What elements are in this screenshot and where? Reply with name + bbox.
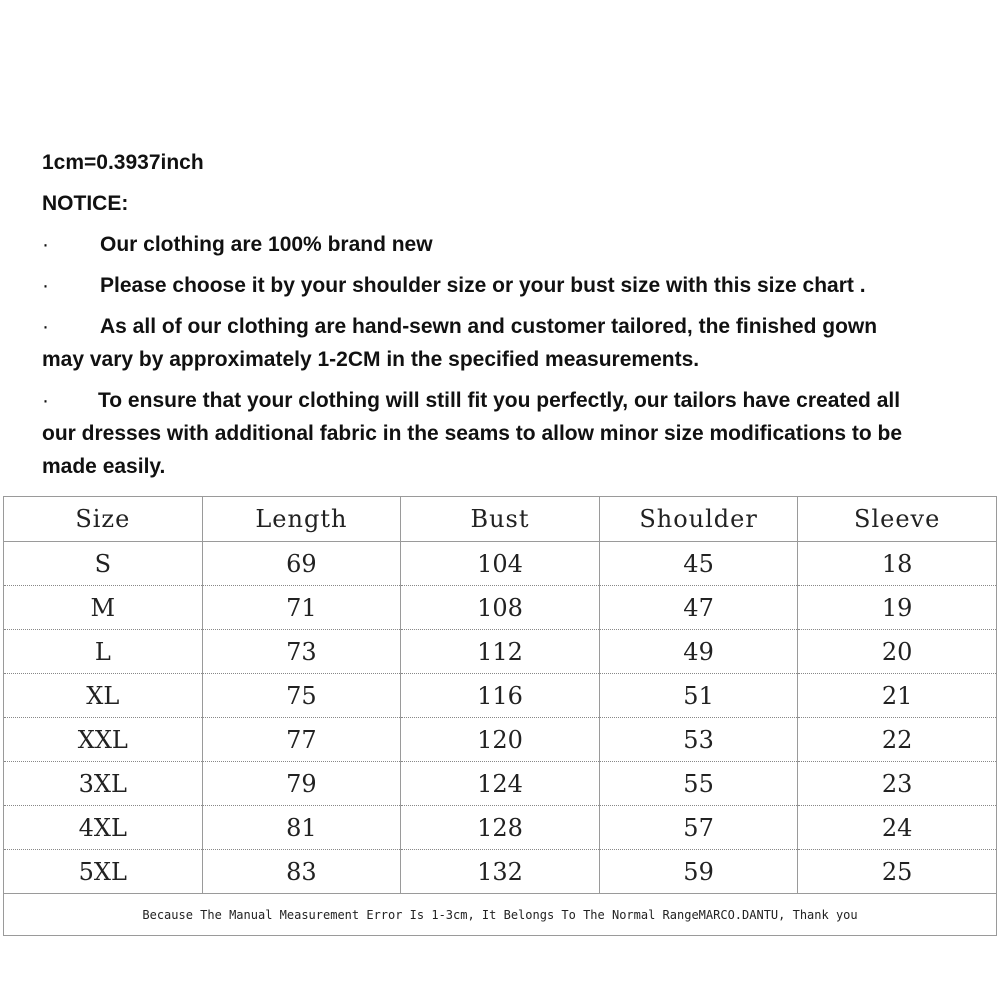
notice-text: Please choose it by your shoulder size or your bust size with this size chart . (100, 274, 866, 297)
notice-text: To ensure that your clothing will still fit you perfectly, our tailors have created all (98, 389, 901, 412)
notice-item (42, 228, 952, 261)
cell-shoulder: 57 (599, 806, 798, 850)
cell-length: 71 (202, 586, 401, 630)
cell-size: 5XL (4, 850, 203, 894)
bullet-icon: · (42, 389, 49, 412)
notice-text: Our clothing are 100% brand new (100, 233, 433, 256)
cell-shoulder: 55 (599, 762, 798, 806)
cell-size: XL (4, 674, 203, 718)
table-header-row (4, 497, 997, 542)
column-header-length: Length (202, 497, 401, 542)
cell-bust: 124 (401, 762, 600, 806)
notice-text: As all of our clothing are hand-sewn and customer tailored, the finished gown (100, 315, 878, 338)
bullet-icon: · (42, 233, 49, 256)
cell-bust: 116 (401, 674, 600, 718)
cell-sleeve: 25 (798, 850, 997, 894)
table-row (4, 762, 997, 806)
cell-shoulder: 53 (599, 718, 798, 762)
cell-bust: 132 (401, 850, 600, 894)
cell-length: 79 (202, 762, 401, 806)
cell-size: 4XL (4, 806, 203, 850)
cell-sleeve: 20 (798, 630, 997, 674)
cell-bust: 104 (401, 542, 600, 586)
cell-length: 77 (202, 718, 401, 762)
cell-size: XXL (4, 718, 203, 762)
notice-item (42, 269, 952, 302)
cell-length: 83 (202, 850, 401, 894)
cell-sleeve: 22 (798, 718, 997, 762)
table-row (4, 542, 997, 586)
notice-item (42, 384, 952, 483)
notice-text-continuation: may vary by approximately 1-2CM in the specified measurements. (42, 348, 700, 371)
cell-length: 73 (202, 630, 401, 674)
cell-bust: 112 (401, 630, 600, 674)
bullet-icon: · (42, 315, 49, 338)
cell-bust: 120 (401, 718, 600, 762)
table-body (4, 542, 997, 894)
table-row (4, 586, 997, 630)
cell-size: L (4, 630, 203, 674)
cell-bust: 128 (401, 806, 600, 850)
cell-size: S (4, 542, 203, 586)
table-row (4, 674, 997, 718)
cell-sleeve: 19 (798, 586, 997, 630)
bullet-icon: · (42, 274, 49, 297)
notice-section (42, 146, 952, 491)
table-row (4, 850, 997, 894)
column-header-sleeve: Sleeve (798, 497, 997, 542)
unit-conversion: 1cm=0.3937inch (42, 151, 204, 174)
table-footer-row (4, 894, 997, 936)
cell-bust: 108 (401, 586, 600, 630)
cell-size: M (4, 586, 203, 630)
column-header-bust: Bust (401, 497, 600, 542)
cell-length: 81 (202, 806, 401, 850)
cell-sleeve: 21 (798, 674, 997, 718)
cell-shoulder: 59 (599, 850, 798, 894)
cell-shoulder: 49 (599, 630, 798, 674)
cell-shoulder: 51 (599, 674, 798, 718)
notice-heading: NOTICE: (42, 192, 129, 215)
cell-sleeve: 23 (798, 762, 997, 806)
notice-item (42, 310, 952, 376)
cell-length: 69 (202, 542, 401, 586)
notice-text-continuation: our dresses with additional fabric in the seams to allow minor size modifications to be made easily. (42, 422, 902, 478)
cell-size: 3XL (4, 762, 203, 806)
column-header-shoulder: Shoulder (599, 497, 798, 542)
table-row (4, 806, 997, 850)
measurement-footnote: Because The Manual Measurement Error Is 1-3cm, It Belongs To The Normal RangeMARCO.DANTU, Thank you (4, 894, 997, 936)
cell-shoulder: 47 (599, 586, 798, 630)
column-header-size: Size (4, 497, 203, 542)
cell-sleeve: 24 (798, 806, 997, 850)
cell-shoulder: 45 (599, 542, 798, 586)
table-row (4, 718, 997, 762)
cell-sleeve: 18 (798, 542, 997, 586)
table-row (4, 630, 997, 674)
size-chart-table (3, 496, 997, 936)
cell-length: 75 (202, 674, 401, 718)
